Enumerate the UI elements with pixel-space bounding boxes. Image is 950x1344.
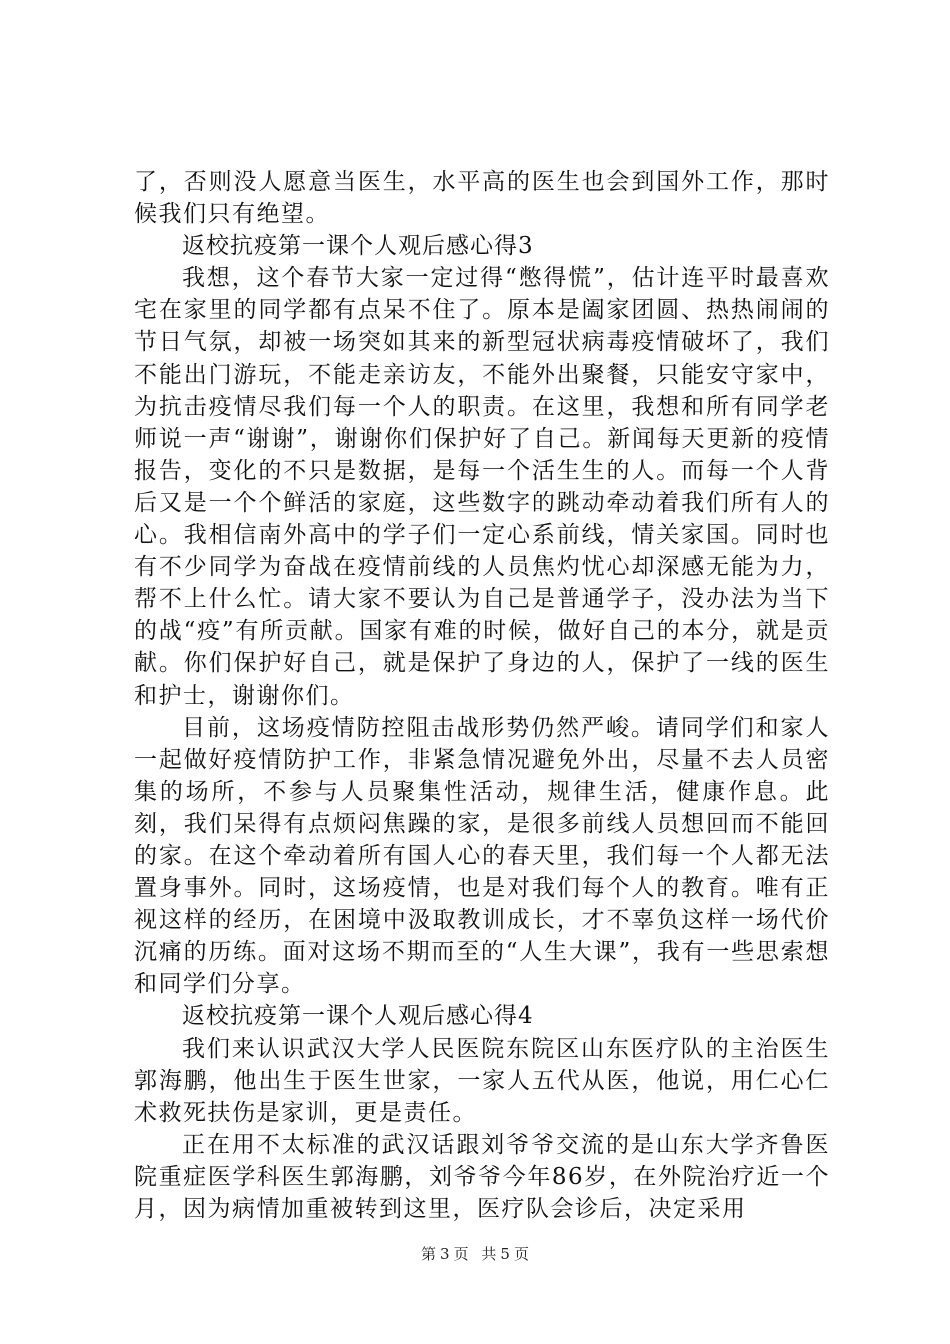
paragraph-1: 了，否则没人愿意当医生，水平高的医生也会到国外工作，那时候我们只有绝望。 [134,169,830,228]
page-indicator [419,1245,471,1263]
document-body [134,166,830,1225]
section-heading-4: 返校抗疫第一课个人观后感心得4 [182,1003,534,1030]
paragraph-4: 我们来认识武汉大学人民医院东院区山东医疗队的主治医生郭海鹏，他出生于医生世家，一家人五代从医，他说，用仁心仁术救死扶伤是家训，更是责任。 [134,1035,830,1126]
total-pages: 5 [500,1245,510,1263]
page-prefix: 第 [421,1245,437,1263]
paragraph-2: 我想，这个春节大家一定过得“憋得慌”，估计连平时最喜欢宅在家里的同学都有点呆不住了。原本是阖家团圆、热热闹闹的节日气氛，却被一场突如其来的新型冠状病毒疫情破坏了，我们不能出门游玩，不能走亲访友，不能外出聚餐，只能安守家中，为抗击疫情尽我们每一个人的职责。在这里，我想和所有同学老师说一声“谢谢”，谢谢你们保护好了自己。新闻每天更新的疫情报告，变化的不只是数据，是每一个活生生的人。而每一个人背后又是一个个鲜活的家庭，这些数字的跳动牵动着我们所有人的心。我相信南外高中的学子们一定心系前线，情关家国。同时也有不少同学为奋战在疫情前线的人员焦灼忧心却深感无能为力，帮不上什么忙。请大家不要认为自己是普通学子，没办法为当下的战“疫”有所贡献。国家有难的时候，做好自己的本分，就是贡献。你们保护好自己，就是保护了身边的人，保护了一线的医生和护士，谢谢你们。 [134,265,830,709]
total-indicator [479,1245,531,1263]
page-footer [0,1244,950,1264]
page-number: 3 [440,1245,450,1263]
paragraph-5: 正在用不太标准的武汉话跟刘爷爷交流的是山东大学齐鲁医院重症医学科医生郭海鹏，刘爷爷今年86岁，在外院治疗近一个月，因为病情加重被转到这里，医疗队会诊后，决定采用 [134,1131,830,1222]
paragraph-3: 目前，这场疫情防控阻击战形势仍然严峻。请同学们和家人一起做好疫情防护工作，非紧急情况避免外出，尽量不去人员密集的场所，不参与人员聚集性活动，规律生活，健康作息。此刻，我们呆得有点烦闷焦躁的家，是很多前线人员想回而不能回的家。在这个牵动着所有国人心的春天里，我们每一个人都无法置身事外。同时，这场疫情，也是对我们每个人的教育。唯有正视这样的经历，在困境中汲取教训成长，才不辜负这样一场代价沉痛的历练。面对这场不期而至的“人生大课”，我有一些思索想和同学们分享。 [134,714,830,998]
section-heading-3: 返校抗疫第一课个人观后感心得3 [182,233,534,260]
total-suffix: 页 [513,1245,529,1263]
page-suffix: 页 [453,1245,469,1263]
total-prefix: 共 [481,1245,497,1263]
